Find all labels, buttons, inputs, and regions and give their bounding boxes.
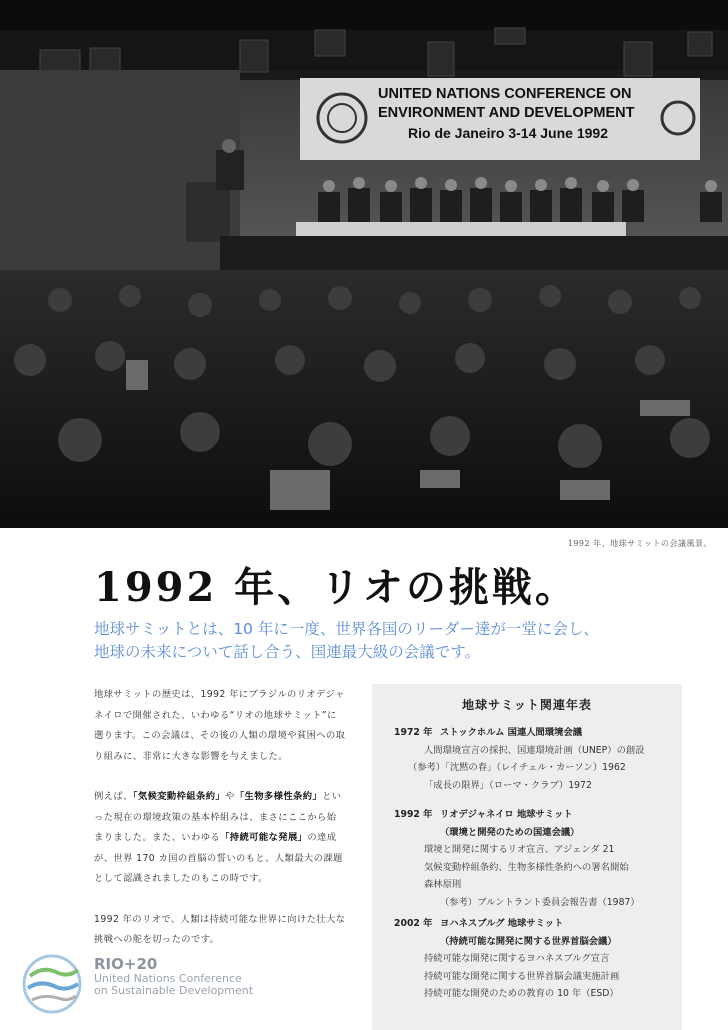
logo-name: RIO+20 (94, 955, 158, 973)
logo-line-1: United Nations Conference (94, 972, 242, 985)
p2-text-c: や (225, 791, 235, 802)
p2-highlight-climate: 「気候変動枠組条約」 (132, 791, 226, 802)
p2-text-a: 例えば、 (94, 791, 133, 802)
timeline-year: 1972 年 (394, 727, 433, 738)
timeline-list (394, 724, 684, 1003)
body-paragraph-2 (94, 787, 346, 890)
page-title: 1992 年、リオの挑戦。 (94, 564, 578, 611)
p2-highlight-sustainable: 「持続可能な発展」 (220, 832, 308, 843)
lead-text (94, 618, 714, 664)
timeline-detail: 環境と開発に関するリオ宣言、アジェンダ 21 (424, 844, 615, 855)
timeline-detail: （参考）「沈黙の春」（レイチェル・カーソン）1962 (408, 762, 626, 773)
banner-line-1: UNITED NATIONS CONFERENCE ON (378, 86, 632, 102)
timeline-title: 地球サミット関連年表 (462, 698, 592, 712)
banner-line-2: ENVIRONMENT AND DEVELOPMENT (378, 105, 635, 121)
timeline-detail: 持続可能な開発に関する世界首脳会議実施計画 (424, 970, 620, 982)
timeline-year: 2002 年 (394, 918, 433, 929)
timeline-event: ヨハネスブルグ 地球サミット (440, 918, 564, 929)
body-paragraph-1: 地球サミットの歴史は、1992 年にブラジルのリオデジャネイロで開催された、いわゆる“リオの地球サミット”に遡ります。この会議は、その後の人類の環境や貧困への取り組みに、非常に大きな影響を与えました。 (94, 689, 346, 762)
body-text (94, 685, 346, 971)
timeline-event: ストックホルム 国連人間環境会議 (440, 727, 583, 738)
timeline-detail: 持続可能な開発に関するヨハネスブルグ宣言 (424, 953, 610, 964)
timeline-entry-2002 (394, 915, 684, 933)
photo-caption: 1992 年、地球サミットの会議風景。 (567, 539, 712, 548)
lead-line-1: 地球サミットとは、10 年に一度、世界各国のリーダー達が一堂に会し、 (94, 620, 599, 638)
timeline-detail: （参考）ブルントラント委員会報告書（1987） (440, 896, 640, 908)
body-paragraph-3: 1992 年のリオで、人類は持続可能な世界に向けた壮大な挑戦への舵を切ったのです。 (94, 913, 346, 945)
p2-text-g: の達成が、世界 170 カ国の首脳の誓いのもと、人類最大の課題として認識されましたのもこの時です。 (94, 832, 343, 884)
timeline-event: リオデジャネイロ 地球サミット (440, 809, 573, 820)
timeline-entry-1972 (394, 724, 684, 742)
timeline-detail: 人間環境宣言の採択、国連環境計画（UNEP）の創設 (424, 744, 645, 756)
timeline-year: 1992 年 (394, 809, 433, 820)
banner-line-3: Rio de Janeiro 3-14 June 1992 (408, 125, 608, 141)
timeline-detail: 持続可能な開発のための教育の 10 年（ESD） (424, 988, 619, 999)
timeline-subtitle: （環境と開発のための国連会議） (440, 826, 580, 838)
timeline-detail: 気候変動枠組条約、生物多様性条約への署名開始 (424, 861, 629, 873)
timeline-detail: 「成長の限界」（ローマ・クラブ）1972 (424, 779, 592, 791)
lead-line-2: 地球の未来について話し合う、国連最大級の会議です。 (94, 643, 480, 661)
timeline-box (372, 684, 682, 1030)
timeline-detail: 森林原則 (424, 879, 462, 890)
timeline-entry-1992 (394, 806, 684, 824)
p2-text-e: といった現在の環境政策の基本枠組みは、まさにここから始まりました。また、いわゆる (94, 791, 342, 843)
logo-line-2: on Sustainable Development (94, 984, 254, 997)
logo-text (94, 956, 253, 997)
p2-highlight-biodiversity: 「生物多様性条約」 (234, 791, 323, 802)
timeline-subtitle: （持続可能な開発に関する世界首脳会議） (440, 935, 617, 947)
